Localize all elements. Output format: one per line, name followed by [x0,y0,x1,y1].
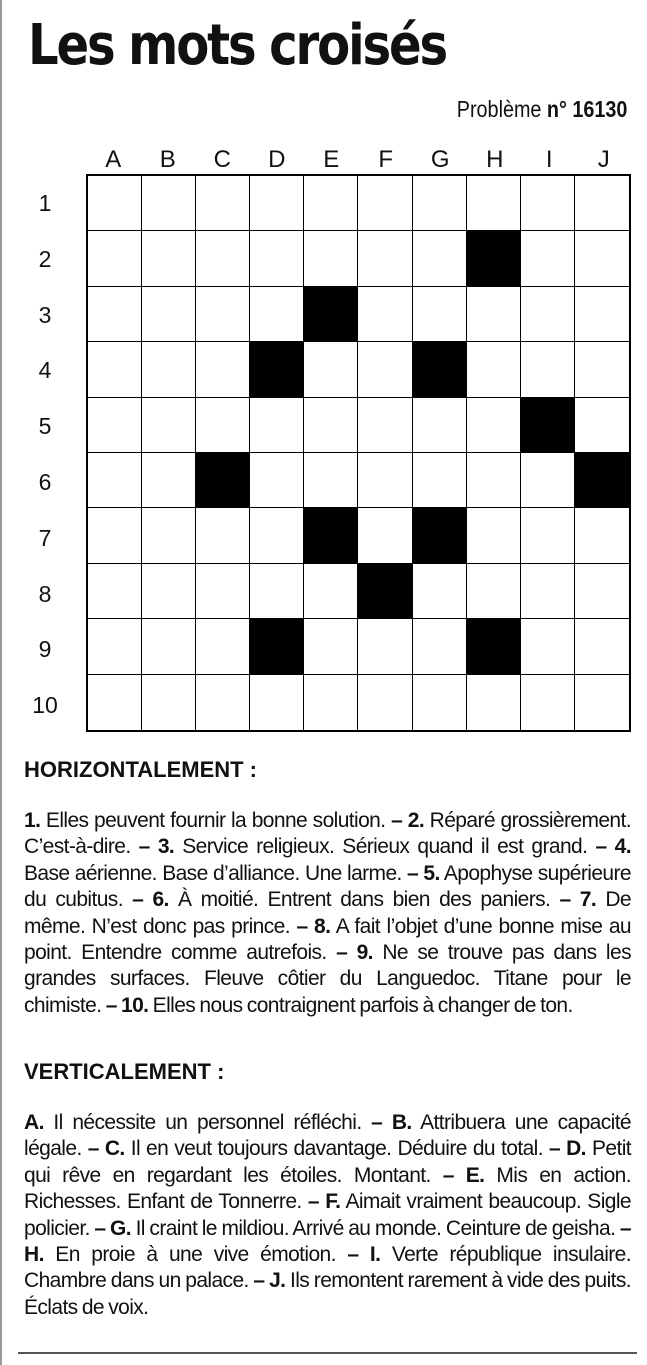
grid-cell[interactable] [575,675,629,730]
clue-number: 2. [407,809,425,832]
clue-text: De même. N’est donc pas prince. [24,888,631,938]
row-label: 3 [38,301,52,328]
grid-cell[interactable] [413,398,467,453]
clue-number: 4. [614,835,631,859]
grid-cell[interactable] [88,287,142,342]
clue-separator: – [101,993,122,1017]
grid-cell[interactable] [521,231,575,286]
grid-cell[interactable] [88,398,142,453]
horizontal-heading: HORIZONTALEMENT : [24,757,258,782]
grid-cell[interactable] [467,564,521,619]
grid-cell[interactable] [196,675,250,730]
clue-number: 9. [356,941,373,965]
grid-cell[interactable] [304,675,358,730]
clue [110,1217,615,1240]
bottom-rule [18,1352,637,1354]
grid-cell[interactable] [250,231,304,286]
problem-id: n° 16130 [546,96,627,122]
black-cell [304,287,358,342]
clue-text: Ne se trouve pas dans les grandes surfaces. Fleuve côtier du Languedoc. Titane pour le chimiste. [24,941,631,1017]
grid-cell[interactable] [196,508,250,563]
grid-cell[interactable] [358,176,412,231]
grid-cell[interactable] [196,619,250,674]
grid-cell[interactable] [304,231,358,286]
grid-cell[interactable] [413,453,467,508]
clue-text: Petit qui rêve en regardant les étoiles. Montant. [24,1137,631,1187]
black-cell [575,453,629,508]
clue-number: A. [24,1111,44,1134]
clue-separator: – [615,1216,631,1240]
grid-cell[interactable] [142,231,196,286]
grid-cell[interactable] [575,564,629,619]
column-label: E [323,146,340,173]
clue-separator: – [550,888,580,912]
grid-cell[interactable] [358,342,412,397]
clue-text: Verte république insulaire. Chambre dans un palace. [24,1243,631,1293]
grid-cell[interactable] [575,287,629,342]
column-label: I [545,146,553,173]
grid-cell[interactable] [467,453,521,508]
clue-text: Réparé grossièrement. C’est-à-dire. [24,809,631,859]
clue-number: D. [566,1137,586,1161]
grid-cell[interactable] [575,231,629,286]
page-title: Les mots croisés [28,13,447,78]
clue-separator: – [361,1111,392,1134]
clue-separator: – [430,1163,466,1187]
vertical-clues [24,1110,631,1321]
grid-cell[interactable] [196,287,250,342]
row-label: 2 [38,245,52,272]
clue-separator: – [385,809,408,832]
grid-cell[interactable] [88,176,142,231]
grid-cell[interactable] [467,287,521,342]
grid-cell[interactable] [250,287,304,342]
row-label: 8 [38,580,52,607]
column-label: D [268,146,286,173]
grid-row-labels [20,176,70,734]
grid-cell[interactable] [358,453,412,508]
grid-cell[interactable] [304,398,358,453]
clue-number: H. [24,1243,44,1267]
grid-cell[interactable] [142,508,196,563]
clue-number: G. [110,1216,131,1240]
grid-cell[interactable] [142,564,196,619]
row-label: 5 [38,413,52,440]
black-cell [413,508,467,563]
grid-cell[interactable] [521,342,575,397]
grid-cell[interactable] [413,176,467,231]
clue-separator: – [542,1137,567,1161]
grid-cell[interactable] [142,453,196,508]
clue [158,835,588,858]
clue-separator: – [81,1137,105,1161]
grid-cell[interactable] [413,231,467,286]
grid-cell[interactable] [196,342,250,397]
column-label: F [378,146,394,173]
grid-cell[interactable] [521,176,575,231]
row-label: 7 [38,524,52,551]
clue-text: Elles nous contraignent parfois à changer de ton. [152,993,573,1017]
grid-cell[interactable] [358,287,412,342]
grid-cell[interactable] [521,508,575,563]
grid-cell[interactable] [467,398,521,453]
column-label: J [597,146,610,173]
black-cell [250,619,304,674]
clue [24,1111,362,1134]
grid-cell[interactable] [88,342,142,397]
clue-number: B. [391,1111,412,1134]
clue-number: 7. [579,888,597,912]
grid-cell[interactable] [358,508,412,563]
grid-cell[interactable] [88,231,142,286]
grid-cell[interactable] [521,675,575,730]
problem-label: Problème [456,96,541,122]
grid-cell[interactable] [358,231,412,286]
clue-text: Attribuera une capacité légale. [24,1111,632,1161]
grid-cell[interactable] [196,231,250,286]
grid-cell[interactable] [142,675,196,730]
grid-cell[interactable] [88,675,142,730]
clue [24,1243,336,1266]
grid-cell[interactable] [196,564,250,619]
grid-cell[interactable] [521,287,575,342]
black-cell [304,508,358,563]
black-cell [196,453,250,508]
black-cell [467,231,521,286]
grid-cell[interactable] [250,398,304,453]
clue-separator: – [335,1243,370,1267]
black-cell [521,398,575,453]
grid-cell[interactable] [413,564,467,619]
black-cell [250,342,304,397]
grid-cell[interactable] [304,564,358,619]
grid-cell[interactable] [88,508,142,563]
grid-cell[interactable] [196,176,250,231]
clue-separator: – [587,835,615,859]
clue-text: Service religieux. Sérieux quand il est grand. [182,835,588,859]
clue-number: E. [465,1163,485,1187]
clue [121,994,573,1017]
column-label: B [159,146,176,173]
grid-cell[interactable] [142,342,196,397]
grid-cell[interactable] [521,453,575,508]
grid-cell[interactable] [575,508,629,563]
grid-cell[interactable] [575,342,629,397]
clue-number: 5. [423,861,440,885]
grid-cell[interactable] [304,619,358,674]
grid-cell[interactable] [358,675,412,730]
column-label: G [430,146,450,173]
row-label: 9 [38,636,52,663]
clue-number: F. [325,1190,341,1214]
grid-cell[interactable] [250,176,304,231]
clue-separator: – [301,1190,326,1214]
clue-number: 6. [152,888,169,912]
clue-text: En proie à une vive émotion. [55,1243,336,1267]
clue-text: Il craint le mildiou. Arrivé au monde. Ceinture de geisha. [135,1216,616,1240]
horizontal-clues [24,808,631,1019]
grid-cell[interactable] [88,619,142,674]
clue-number: 10. [121,993,149,1017]
vertical-heading: VERTICALEMENT : [24,1059,225,1084]
black-cell [413,342,467,397]
grid-column-labels [86,146,631,174]
clue-text: Il en veut toujours davantage. Déduire du total. [130,1137,543,1161]
grid-cell[interactable] [521,619,575,674]
clue-number: J. [269,1269,286,1293]
grid-cell[interactable] [575,398,629,453]
clue-text: Base aérienne. Base d’alliance. Une larme. [24,861,402,885]
left-rule [0,0,2,1365]
row-label: 6 [38,468,52,495]
row-label: 10 [32,692,58,719]
clue-text: Il nécessite un personnel réfléchi. [53,1111,362,1134]
column-label: A [105,146,122,173]
black-cell [358,564,412,619]
clue-number: I. [369,1243,381,1267]
clue-separator: – [326,941,357,965]
clue-text: Apophyse supérieure du cubitus. [24,861,631,912]
clue-separator: – [89,1216,111,1240]
column-label: H [486,146,504,173]
grid-cell[interactable] [575,619,629,674]
clue-text: Aimait vraiment beaucoup. Sigle policier. [24,1190,632,1240]
grid-cell[interactable] [304,342,358,397]
grid-cell[interactable] [358,398,412,453]
clue-text: À moitié. Entrent dans bien des paniers. [178,888,551,912]
grid-cell[interactable] [250,508,304,563]
grid-cell[interactable] [142,619,196,674]
grid-cell[interactable] [358,619,412,674]
grid-cell[interactable] [304,176,358,231]
grid-cell[interactable] [467,675,521,730]
row-label: 4 [38,357,52,384]
clue-text: A fait l’objet d’une bonne mise au point. Entendre comme autrefois. [24,914,631,965]
grid-cell[interactable] [250,564,304,619]
grid-cell[interactable] [250,675,304,730]
grid-cell[interactable] [521,564,575,619]
black-cell [467,619,521,674]
clue-separator: – [130,835,158,859]
problem-number [456,94,627,124]
grid-cell[interactable] [413,675,467,730]
clue [105,1137,543,1160]
crossword-grid [86,174,631,732]
clue-separator: – [122,888,153,912]
clue-number: C. [104,1137,125,1161]
grid-cell[interactable] [413,619,467,674]
grid-cell[interactable] [250,453,304,508]
clue-separator: – [289,914,315,938]
grid-cell[interactable] [304,453,358,508]
clue [152,888,550,911]
grid-cell[interactable] [467,342,521,397]
grid-cell[interactable] [575,176,629,231]
column-label: C [213,146,231,173]
clue-separator: – [248,1269,270,1293]
clue-separator: – [401,861,424,885]
row-label: 1 [38,190,52,216]
grid-cell[interactable] [196,398,250,453]
grid-cell[interactable] [142,287,196,342]
clue-text: Mis en action. Richesses. Enfant de Tonnerre. [24,1163,631,1214]
clue-text: Elles peuvent fournir la bonne solution. [45,809,386,832]
grid-cell[interactable] [467,176,521,231]
clue-text: Ils remontent rarement à vide des puits. Éclats de voix. [24,1269,632,1319]
grid-cell[interactable] [413,287,467,342]
grid-cell[interactable] [142,398,196,453]
clue [24,809,386,832]
clue-number: 1. [24,809,41,832]
clue-number: 3. [157,835,175,859]
grid-cell[interactable] [88,453,142,508]
grid-cell[interactable] [142,176,196,231]
clue-number: 8. [314,914,331,938]
grid-cell[interactable] [88,564,142,619]
grid-cell[interactable] [467,508,521,563]
